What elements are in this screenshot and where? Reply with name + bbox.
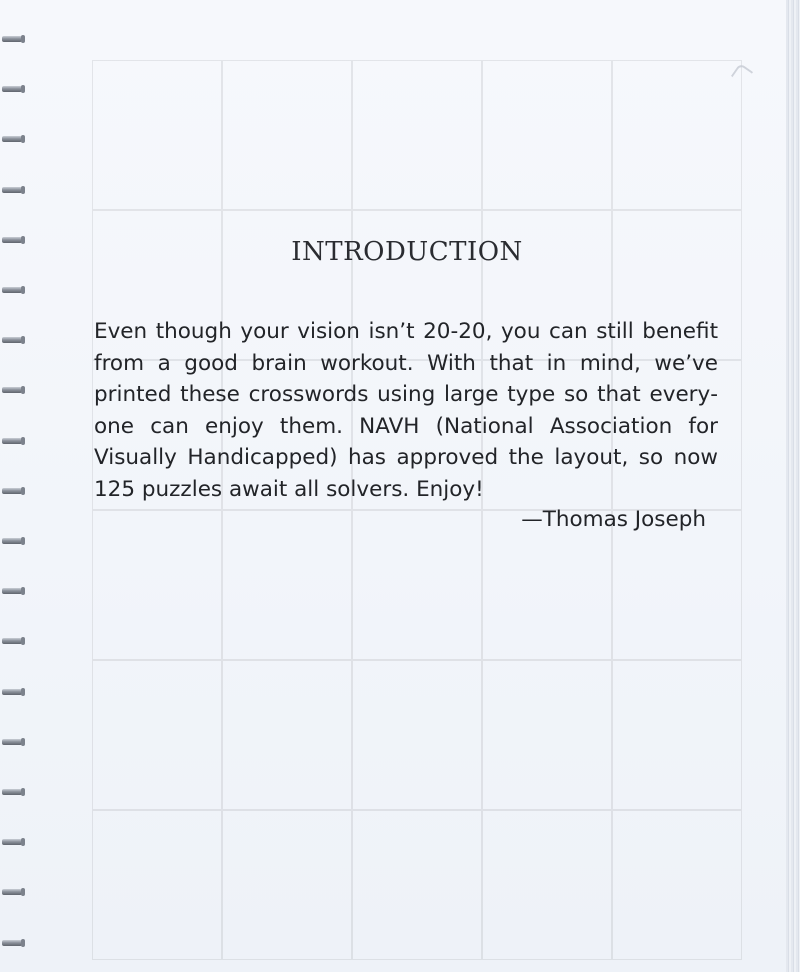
spiral-coil-icon	[2, 636, 24, 646]
spiral-coil-icon	[2, 737, 24, 747]
spiral-coil-icon	[2, 687, 24, 697]
spiral-coil-icon	[2, 586, 24, 596]
page-stack-edge	[786, 0, 800, 972]
page-title: INTRODUCTION	[291, 237, 523, 267]
author-signature: —Thomas Joseph	[521, 507, 706, 532]
spiral-coil-icon	[2, 235, 24, 245]
spiral-coil-icon	[2, 34, 24, 44]
spiral-coil-icon	[2, 486, 24, 496]
spiral-binding-icon	[0, 0, 30, 972]
spiral-coil-icon	[2, 385, 24, 395]
spiral-coil-icon	[2, 837, 24, 847]
spiral-coil-icon	[2, 938, 24, 948]
spiral-coil-icon	[2, 134, 24, 144]
spiral-coil-icon	[2, 285, 24, 295]
spiral-coil-icon	[2, 84, 24, 94]
spiral-coil-icon	[2, 536, 24, 546]
spiral-coil-icon	[2, 335, 24, 345]
spiral-coil-icon	[2, 185, 24, 195]
spiral-coil-icon	[2, 887, 24, 897]
spiral-coil-icon	[2, 436, 24, 446]
spiral-coil-icon	[2, 787, 24, 797]
corner-mark-icon	[731, 63, 753, 85]
introduction-text: Even though your vision isn’t 20-20, you can still benefit from a good brain workout. With that in mind, we’ve printed these crosswords using large type so that everyone can enjoy them. NAVH (National Association for Visually Handicapped) has approved the layout, so now 125 puzzles await all solvers. Enjoy!	[94, 319, 718, 502]
